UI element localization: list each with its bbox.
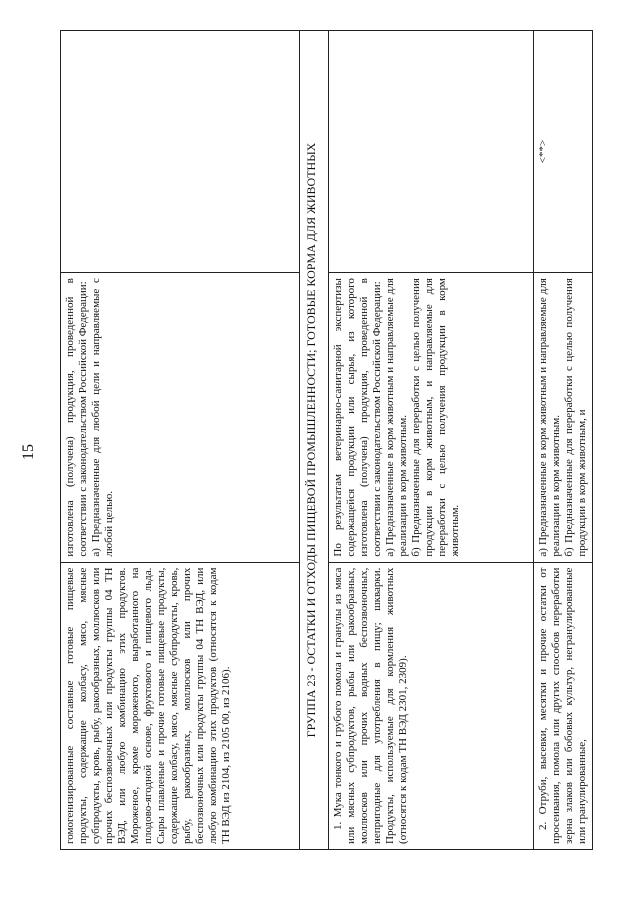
condition-text: а) Предназначенные в корм животным и направляемые для реализации в корм животным. (384, 278, 409, 557)
product-description: 1. Мука тонкого и грубого помола и гранулы из мяса или мясных субпродуктов, рыбы или ракообразных, моллюсков или прочих водных беспозвоночных, непригодные для употребления в пищу; шкварки. Продукты, используемые для кормления животных (относятся к кодам ТН ВЭД 2301, 2309). (332, 567, 409, 844)
table-row (61, 31, 300, 850)
group-heading: ГРУППА 23 - ОСТАТКИ И ОТХОДЫ ПИЩЕВОЙ ПРОМЫШЛЕННОСТИ; ГОТОВЫЕ КОРМА ДЛЯ ЖИВОТНЫХ (300, 31, 329, 850)
table-row (534, 31, 593, 850)
note-cell (61, 31, 300, 273)
condition-text: а) Предназначенные для любой цели и направляемые с любой целью. (90, 278, 115, 557)
footnote-marker: <**> (537, 139, 549, 164)
condition-text: б) Предназначенные для переработки с целью получения продукции в корм животным, и (563, 278, 588, 557)
regulation-table (60, 30, 593, 850)
note-cell (534, 31, 593, 273)
table-row (329, 31, 534, 850)
condition-cell (329, 273, 534, 562)
product-description-cell (61, 562, 300, 849)
page-number: 15 (20, 444, 37, 460)
condition-cell (61, 273, 300, 562)
product-description-cell (329, 562, 534, 849)
condition-cell (534, 273, 593, 562)
condition-text: По результатам ветеринарно-санитарной экспертизы содержащейся продукции или сырья, из которого изготовлена (получена) продукция, проведенной в соответствии с законодательством Российской Федерации: (332, 278, 383, 557)
condition-text: изготовлена (получена) продукция, проведенной в соответствии с законодательством Российской Федерации: (64, 278, 89, 557)
condition-text: б) Предназначенные для переработки с целью получения продукции в корм животным, и направляемые для переработки с целью получения продукции в корм животным. (410, 278, 461, 557)
note-cell (329, 31, 534, 273)
condition-text: а) Предназначенные в корм животным и направляемые для реализации в корм животным. (537, 278, 562, 557)
group-heading-row (300, 31, 329, 850)
product-description: 2. Отруби, высевки, месятки и прочие остатки от просеивания, помола или других способов переработки зерна злаков или бобовых культур, негранулированные или гранулированные, (537, 567, 588, 844)
product-description: гомогенизированные составные готовые пищевые продукты, содержащие колбасу, мясо, мясные субпродукты, кровь, рыбу, ракообразных, моллюсков или прочих беспозвоночных или продукты группы 04 ТН ВЭД, или любую комбинацию этих продуктов. Мороженое, кроме мороженого, выработанного на плодово-ягодной основе, фруктового и пищевого льда. Сыры плавленые и прочие готовые пищевые продукты, содержащие колбасу, мясо, мясные субпродукты, кровь, рыбу, ракообразных, моллюсков или прочих беспозвоночных или продукты группы 04 ТН ВЭД, или любую комбинацию этих продуктов (относятся к кодам ТН ВЭД из 2104, из 2105 00, из 2106). (64, 567, 232, 844)
product-description-cell (534, 562, 593, 849)
